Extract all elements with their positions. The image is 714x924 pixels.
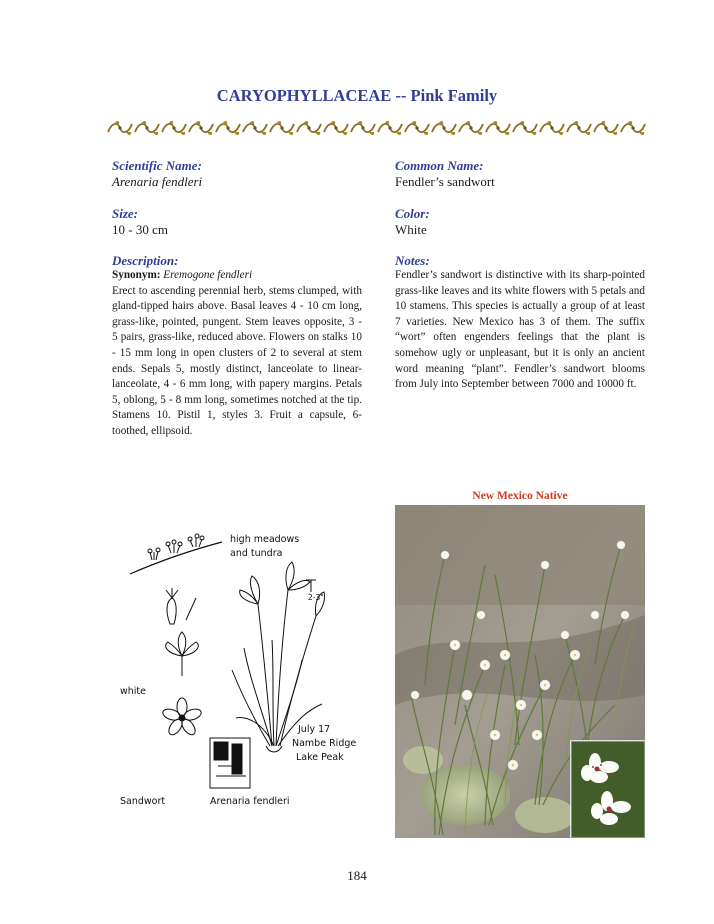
hill-line bbox=[130, 542, 222, 574]
synonym-value: Eremogone fendleri bbox=[163, 269, 253, 281]
pistil-detail-icon bbox=[166, 588, 196, 624]
color-label: Color: bbox=[395, 206, 430, 221]
common-name-label: Common Name: bbox=[395, 158, 484, 173]
sketch-scientific: Arenaria fendleri bbox=[210, 796, 290, 807]
ornament-border bbox=[106, 118, 646, 138]
common-name-value: Fendler’s sandwort bbox=[395, 174, 495, 189]
synonym-line bbox=[112, 268, 362, 284]
size-value: 10 - 30 cm bbox=[112, 222, 168, 237]
description-text: Erect to ascending perennial herb, stems clumped, with gland-tipped hairs above. Basal leaves 4 - 10 cm long, grass-like, pointed, pungent. Stem leaves opposite, 3 - 5 pairs, grass-like, reduced above. Flowers on stalks 10 - 15 mm long in open clusters of 2 to several at stem ends. Sepals 5, mostly distinct, lanceolate to linear-lanceolate, 4 - 6 mm long, with papery margins. Petals 5, oblong, 5 - 8 mm long, sometimes notched at the tip. Stamens 10. Pistil 1, styles 3. Fruit a capsule, 6-toothed, ellipsoid. bbox=[112, 284, 362, 437]
plant-photo bbox=[395, 505, 645, 838]
photo-inset bbox=[571, 741, 645, 838]
notes-text: Fendler’s sandwort is distinctive with its sharp-pointed grass-like leaves and its white flowers with 5 petals and 10 stamens. This species is actually a group of at least 7 varieties. New Mexico has 3 of them. The suffix “wort” often engenders feelings that the plant is somehow ugly or unpleasant, but it is only an ancient word meaning “plant”. Fendler’s sandwort blooms from July into September between 7000 and 10000 ft. bbox=[395, 269, 645, 391]
description-block bbox=[112, 268, 362, 440]
botanical-sketch bbox=[112, 520, 374, 812]
sketch-color-note: white bbox=[120, 686, 146, 697]
notes-label: Notes: bbox=[395, 253, 430, 268]
scientific-name-value: Arenaria fendleri bbox=[112, 174, 203, 189]
scale-mark-icon bbox=[306, 580, 316, 592]
color-value: White bbox=[395, 222, 427, 237]
sketch-scale: 2-3" bbox=[308, 593, 324, 602]
ornament-row bbox=[108, 121, 645, 135]
native-label: New Mexico Native bbox=[472, 490, 568, 502]
synonym-label: Synonym: bbox=[112, 269, 161, 281]
scientific-name-label: Scientific Name: bbox=[112, 158, 202, 173]
page-number: 184 bbox=[347, 868, 367, 883]
family-title: CARYOPHYLLACEAE -- Pink Family bbox=[216, 86, 498, 105]
sketch-place1: Nambe Ridge bbox=[292, 738, 357, 749]
top-flower-icon bbox=[161, 698, 202, 737]
sketch-common: Sandwort bbox=[120, 796, 166, 807]
description-label: Description: bbox=[112, 253, 179, 268]
sketch-habitat-line1: high meadows bbox=[230, 534, 300, 545]
size-label: Size: bbox=[112, 206, 138, 221]
sketch-date: July 17 bbox=[298, 724, 331, 735]
sketch-place2: Lake Peak bbox=[296, 752, 344, 763]
sketch-habitat-line2: and tundra bbox=[230, 548, 283, 559]
side-flower-icon bbox=[166, 632, 199, 676]
nm-map-icon bbox=[210, 738, 250, 788]
